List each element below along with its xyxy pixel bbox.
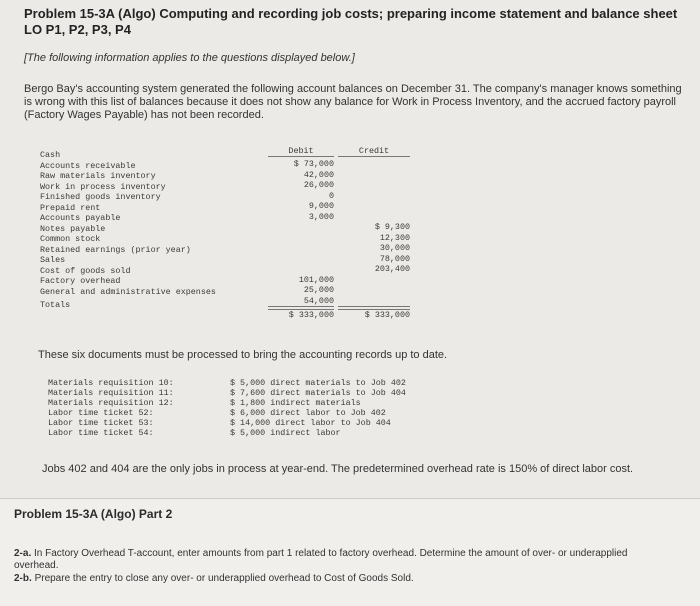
credit-cell: 203,400 (374, 264, 410, 274)
debit-cell: 101,000 (298, 274, 334, 285)
totals-label: Totals (40, 300, 71, 310)
debit-cell: 54,000 (268, 296, 334, 308)
debit-cell (268, 264, 334, 275)
document-label: Materials requisition 10: (48, 378, 174, 388)
account-name: Cost of goods sold (40, 265, 131, 276)
document-value: $ 5,000 indirect labor (230, 428, 341, 438)
credit-cell (338, 180, 410, 191)
account-name: Retained earnings (prior year) (40, 244, 191, 255)
account-name: Raw materials inventory (40, 171, 156, 181)
question-2a-text: In Factory Overhead T-account, enter amounts from part 1 related to factory overhead. Determine the amount of over- or underapplied overhead. (14, 548, 628, 571)
debit-header: Debit (268, 146, 334, 157)
account-name: Work in process inventory (40, 181, 166, 192)
credit-cell (338, 201, 410, 212)
document-label: Labor time ticket 52: (48, 408, 154, 418)
debit-cell: 0 (328, 190, 334, 201)
total-debit: $ 333,000 (268, 309, 334, 321)
debit-cell: 9,000 (308, 201, 334, 211)
debit-column (268, 146, 334, 321)
credit-cell: 78,000 (379, 253, 410, 264)
credit-header: Credit (338, 146, 410, 157)
credit-cell: $ 9,300 (374, 222, 410, 232)
document-label: Labor time ticket 53: (48, 418, 154, 428)
document-label: Labor time ticket 54: (48, 428, 154, 438)
account-name: Accounts receivable (40, 160, 136, 171)
account-name: Sales (40, 255, 66, 265)
debit-cell: 3,000 (308, 211, 334, 222)
debit-cell (268, 254, 334, 265)
credit-cell (338, 212, 410, 223)
account-name: Cash (40, 150, 61, 160)
problem-title: Problem 15-3A (Algo) Computing and recording job costs; preparing income statement and balance sheet LO P1, P2, P3, P4 (24, 6, 678, 37)
debit-cell: $ 73,000 (293, 159, 334, 169)
account-name: Finished goods inventory (40, 192, 161, 202)
credit-cell (338, 296, 410, 308)
document-value: $ 1,800 indirect materials (230, 398, 361, 408)
credit-cell (338, 275, 410, 286)
credit-cell: 30,000 (379, 243, 410, 253)
credit-column (338, 146, 410, 321)
document-value: $ 5,000 direct materials to Job 402 (230, 378, 406, 388)
question-2a (14, 548, 674, 572)
jobs-note: Jobs 402 and 404 are the only jobs in process at year-end. The predetermined overhead rate is 150% of direct labor cost. (42, 463, 634, 475)
document-label: Materials requisition 12: (48, 398, 174, 408)
account-names-column (40, 150, 300, 311)
credit-cell (338, 159, 410, 170)
document-row (48, 388, 468, 398)
part2-panel (0, 499, 700, 606)
account-name: Notes payable (40, 223, 106, 234)
document-row (48, 378, 468, 388)
document-value: $ 7,600 direct materials to Job 404 (230, 388, 406, 398)
document-row (48, 418, 468, 428)
account-name: Common stock (40, 234, 101, 244)
debit-cell: 25,000 (303, 285, 334, 295)
total-credit: $ 333,000 (338, 309, 410, 321)
document-value: $ 14,000 direct labor to Job 404 (230, 418, 391, 428)
debit-cell: 26,000 (303, 180, 334, 190)
debit-cell (268, 243, 334, 254)
credit-cell (338, 285, 410, 296)
question-2a-label: 2-a. (14, 548, 32, 559)
document-row (48, 398, 468, 408)
source-documents-list (48, 378, 468, 438)
question-2b-text: Prepare the entry to close any over- or underapplied overhead to Cost of Goods Sold. (34, 573, 414, 584)
account-name: Factory overhead (40, 276, 121, 286)
question-2b (14, 573, 674, 585)
credit-cell (338, 170, 410, 181)
document-row (48, 408, 468, 418)
credit-cell (338, 191, 410, 202)
account-name: General and administrative expenses (40, 286, 216, 297)
debit-cell (268, 222, 334, 233)
info-note: [The following information applies to the questions displayed below.] (24, 52, 355, 64)
credit-cell: 12,300 (379, 232, 410, 243)
documents-intro: These six documents must be processed to bring the accounting records up to date. (38, 349, 448, 361)
document-row (48, 428, 468, 438)
intro-paragraph: Bergo Bay's accounting system generated the following account balances on December 31. The company's manager knows something is wrong with this list of balances because it does not show any balance for Work in Process Inventory, and the accrued factory payroll (Factory Wages Payable) has not been recorded. (24, 83, 682, 121)
question-2b-label: 2-b. (14, 573, 32, 584)
debit-cell: 42,000 (303, 169, 334, 180)
document-value: $ 6,000 direct labor to Job 402 (230, 408, 386, 418)
debit-cell (268, 233, 334, 244)
part2-title: Problem 15-3A (Algo) Part 2 (14, 507, 173, 521)
account-name: Prepaid rent (40, 202, 101, 213)
document-label: Materials requisition 11: (48, 388, 174, 398)
account-name: Accounts payable (40, 213, 121, 223)
